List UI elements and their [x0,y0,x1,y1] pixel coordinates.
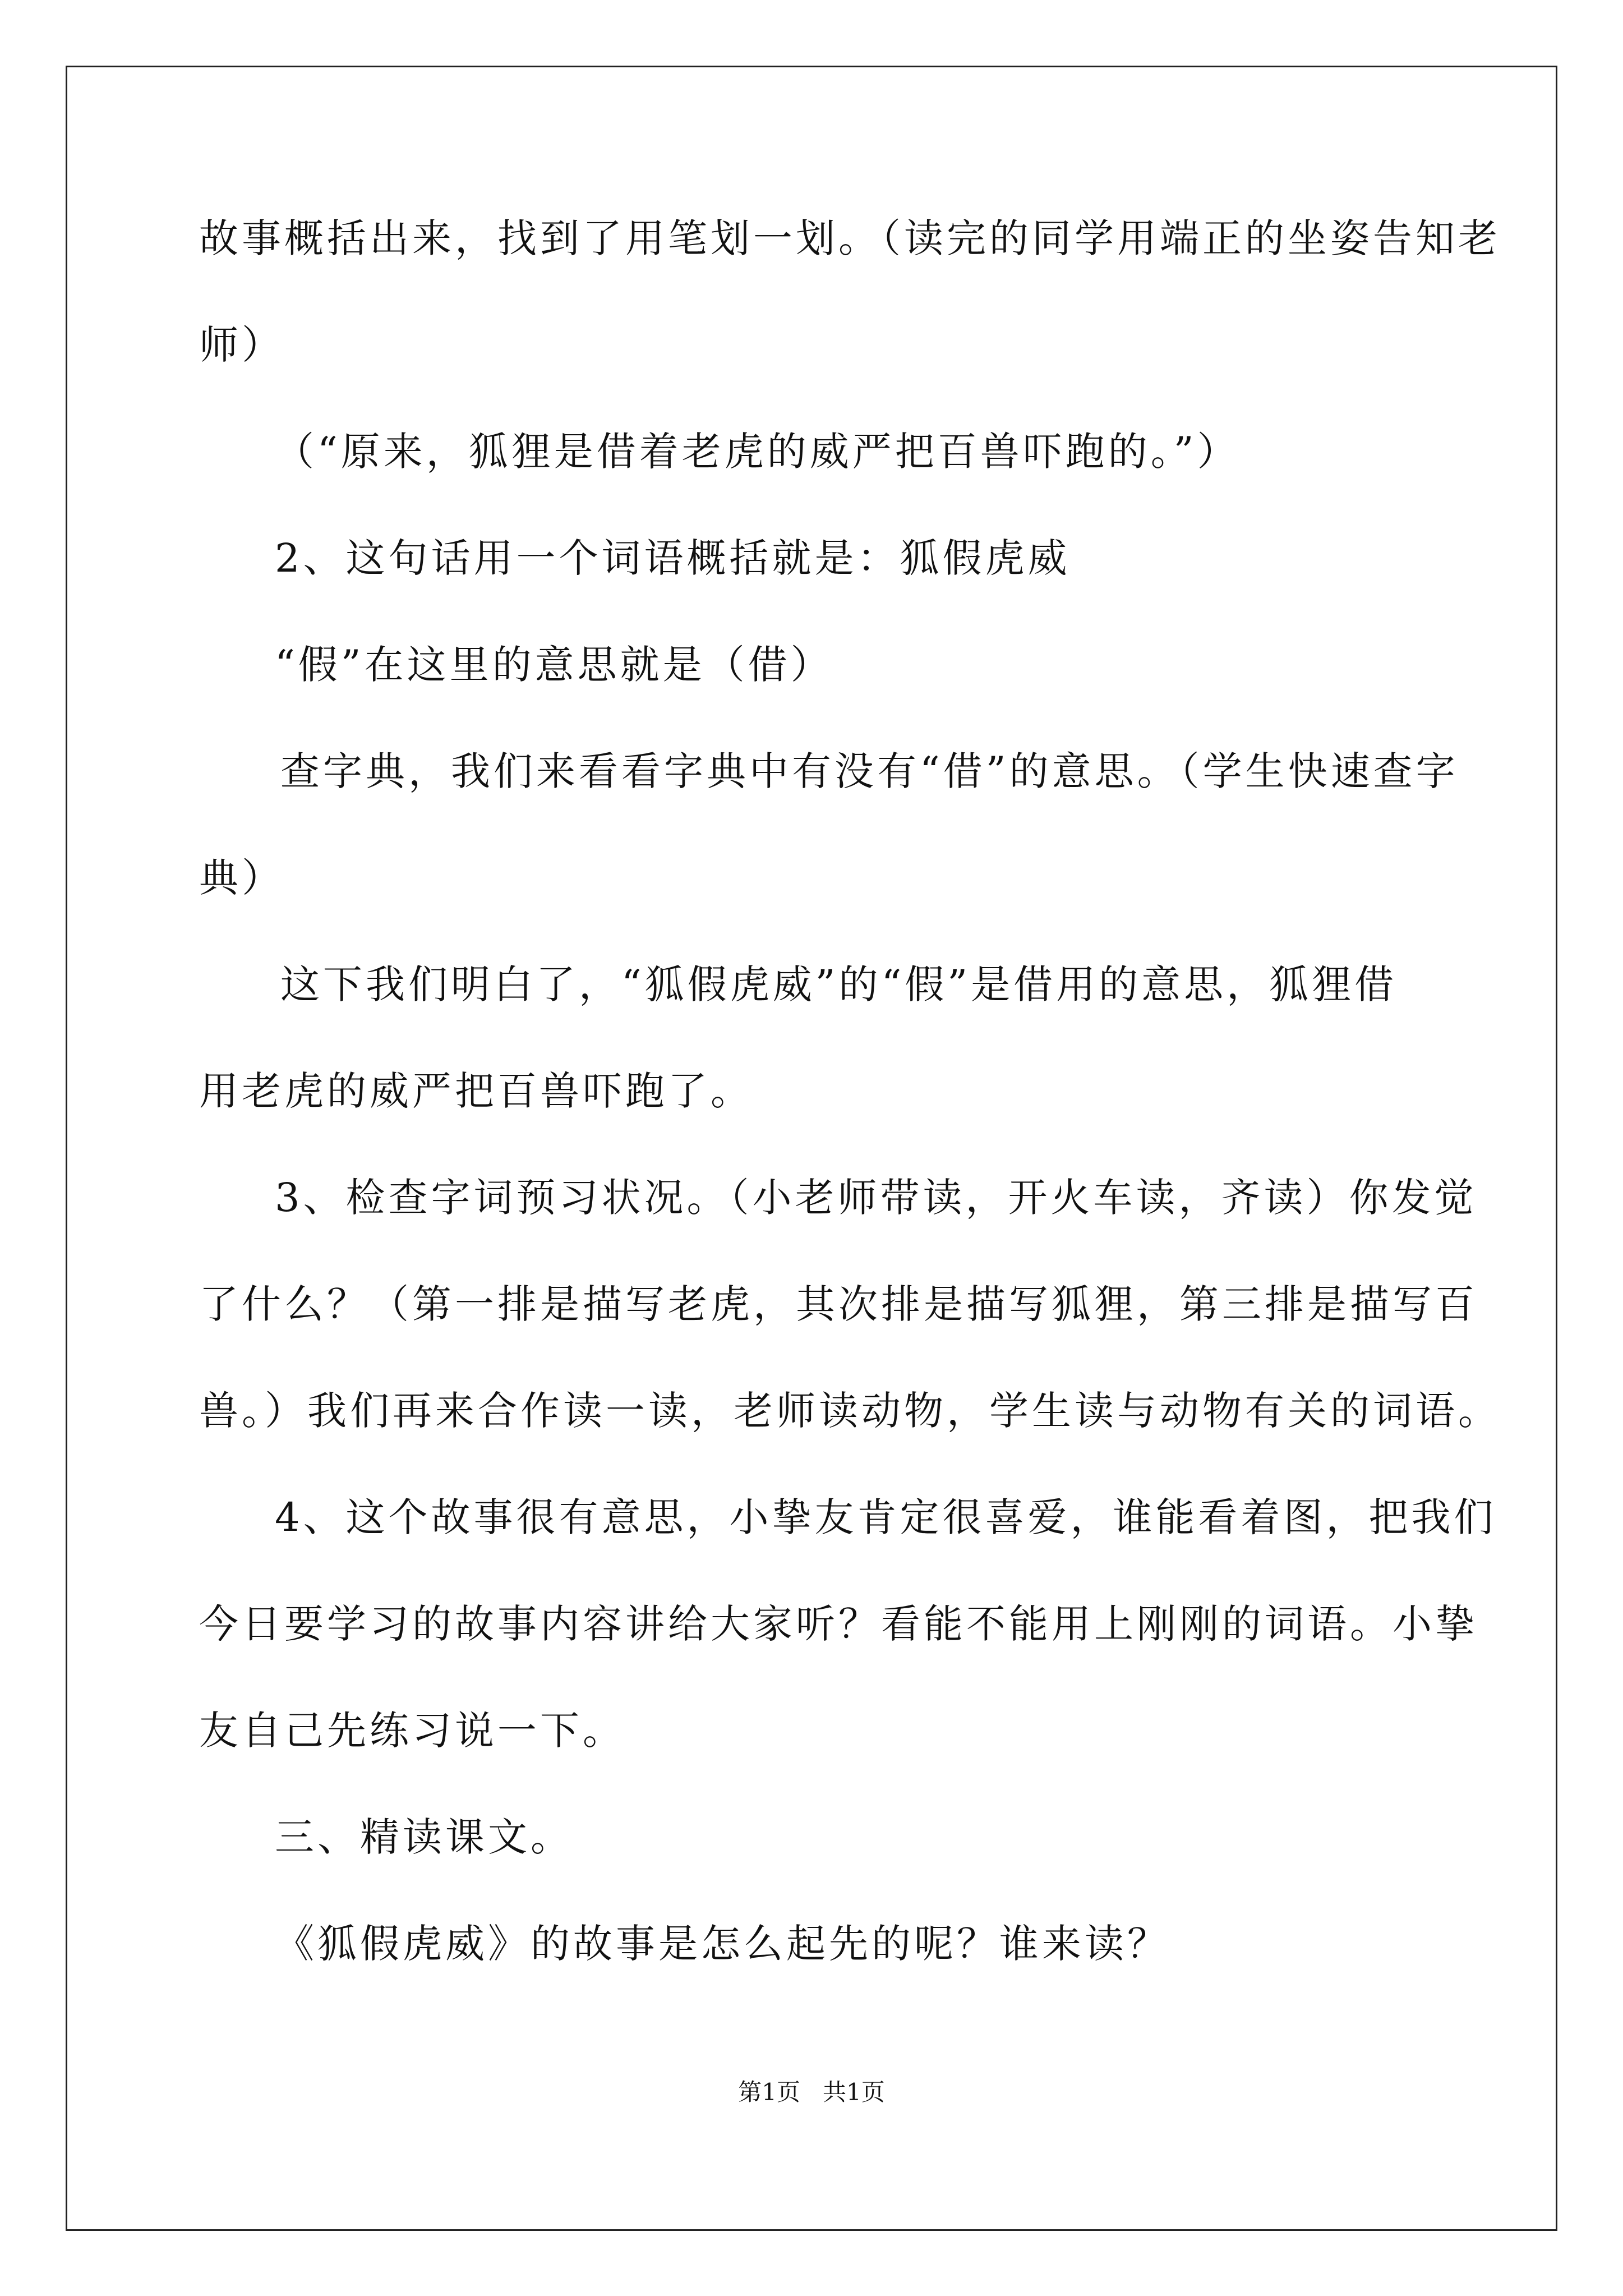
text-line: 今日要学习的故事内容讲给大家听？看能不能用上刚刚的词语。小挚 [199,1601,1478,1647]
page-total: 共1页 [823,2078,885,2106]
text-line: 兽。）我们再来合作读一读，老师读动物，学生读与动物有关的词语。 [199,1388,1501,1434]
text-line: 《狐假虎威》的故事是怎么起先的呢？谁来读？ [275,1921,1170,1967]
text-line: （“原来，狐狸是借着老虎的威严把百兽吓跑的。”） [275,429,1240,475]
text-line: 故事概括出来，找到了用笔划一划。（读完的同学用端正的坐姿告知老 [199,215,1501,261]
text-line: 查字典，我们来看看字典中有没有“借”的意思。（学生快速查字 [280,748,1459,794]
section-heading: 三、精读课文。 [275,1814,573,1860]
text-line: 典） [199,855,284,901]
text-line: 3、检查字词预习状况。（小老师带读，开火车读，齐读）你发觉 [275,1175,1477,1221]
page-number: 第1页 [738,2078,800,2106]
page-footer [0,2076,1623,2109]
text-line: “假”在这里的意思就是（借） [275,642,833,688]
text-line: 了什么？（第一排是描写老虎，其次排是描写狐狸，第三排是描写百 [199,1281,1478,1327]
text-line: 这下我们明白了，“狐假虎威”的“假”是借用的意思，狐狸借 [280,961,1398,1007]
text-line: 友自己先练习说一下。 [199,1708,625,1754]
text-line: 2、这句话用一个词语概括就是：狐假虎威 [275,535,1071,581]
text-line: 4、这个故事很有意思，小挚友肯定很喜爱，谁能看着图，把我们 [275,1494,1497,1540]
page-border [66,66,1557,2231]
text-line: 师） [199,322,284,368]
text-line: 用老虎的威严把百兽吓跑了。 [199,1068,753,1114]
